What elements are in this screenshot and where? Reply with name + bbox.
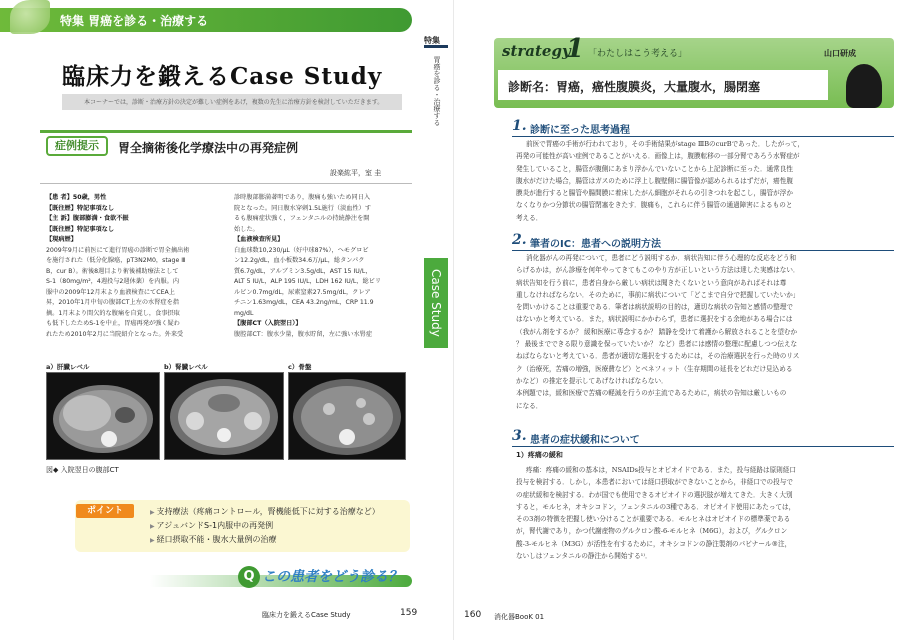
section-title: 診断に至った思考過程 — [530, 125, 630, 136]
footer-title: 消化器BooK 01 — [494, 613, 545, 621]
page-number: 159 — [400, 608, 418, 618]
case-text-line: ルビン0.7mg/dL，尿素窒素27.5mg/dL，クレア — [234, 288, 371, 296]
body-line: 投与を検討する．しかし，本患者においては経口摂取ができないことから，非経口での投与で — [516, 478, 793, 487]
body-line: 考える． — [516, 213, 543, 222]
body-line: その3剤の特徴を把握し使い分けることが重要である．モルヒネはオピオイドの標準薬である — [516, 515, 791, 524]
case-text-line: も低下したためS-1を中止，胃癌再発が強く疑わ — [46, 320, 180, 327]
subsection-title: 1）疼痛の緩和 — [516, 451, 563, 459]
ct-image-liver — [46, 372, 160, 460]
divider — [40, 183, 412, 184]
body-line: 本例題では，緩和医療で苦痛の軽減を行うのが主流であるために，病状の告知は厳しいもの — [516, 389, 787, 398]
body-line: 病状告知を行う前に，患者自身から厳しい病状は聞きたくないという意向があればそれは尊 — [516, 278, 787, 287]
diagnosis: 診断名：胃癌，癌性腹膜炎，大量腹水，腸閉塞 — [508, 80, 761, 94]
case-text-line: S-1（80mg/m²，4週投与2週休薬）を内服。内 — [46, 278, 180, 285]
body-line: 膜炎が進行すると腸管や腸間膜に着床したがん細胞がそれらの引きつれを起こし，腸管が浮か — [516, 189, 793, 198]
case-text-column-1 — [46, 193, 229, 340]
figure-c-label: c）骨盤 — [288, 363, 312, 371]
leaf-decoration — [10, 0, 50, 34]
side-case-study-tab: Case Study — [424, 258, 448, 348]
body-line: 発生していること，腸管が腹側にあまり浮かんでいないことから上記診断に至った．通常良性 — [516, 164, 793, 173]
body-line: なくなりかつ分節状の腸管閉塞をきたす．腹痛も，これらに伴う腸管の通過障害によるものと — [516, 201, 793, 210]
body-line: 腹水がだけた場合，腸管はガスのために浮上し腹壁側に腸管像が認められるはずだが，癌性腹 — [516, 176, 793, 185]
body-line: すると，モルヒネ，オキシコドン，フェンタニルの3種である．オピオイド使用にあたっては， — [516, 502, 796, 511]
section-rule — [512, 250, 894, 251]
header-title: 特集 胃癌を診る・治療する — [60, 14, 209, 28]
case-tag: 症例提示 — [46, 136, 108, 156]
case-text-line: チニン1.63mg/dL，CEA 43.2ng/mL，CRP 11.9 — [234, 299, 374, 306]
case-text-line: 腹腔部CT：腹水少量，腹水貯留，左に強い水腎症 — [234, 330, 373, 338]
body-line: の症状緩和を検討する．わが国でも使用できるオピオイドの選択肢が増えてきた．大きく大別 — [516, 490, 793, 499]
case-text-line: を施行された（低分化腺癌，pT3N2M0，stage Ⅲ — [46, 257, 186, 264]
body-line: 消化器がんの再発について，患者にどう説明するか．病状告知に伴う心理的な反応をどう和 — [526, 254, 797, 262]
point-item: ▶ アジュバンドS-1内服中の再発例 — [150, 520, 273, 531]
figure-caption: 図◆ 入院翌日の腹部CT — [46, 466, 119, 474]
case-text-line: 服中の2009年12月末より血液検査にてCEA上 — [46, 288, 175, 296]
body-line: 再発の可能性が高い症例であることがいえる．画像上は，腹膜転移の一部分腎であろう水腎症が — [516, 152, 800, 161]
case-text-line: 2009年9月に前医にて進行胃癌の診断で胃全摘出術 — [46, 246, 190, 254]
case-text-line: 【腹部CT（入院翌日）】 — [234, 320, 302, 327]
section-rule — [512, 136, 894, 137]
case-text-column-2 — [234, 193, 414, 340]
case-text-line: 診時腹部膨満著明であり，腹痛も強いため同日入 — [234, 194, 371, 201]
question-icon: Q — [238, 566, 260, 588]
point-tag: ポイント — [76, 504, 134, 518]
body-line: ク（治療死，苦痛の増強，医療費など）とベネフィット（生存期間の延長をどれだけ見込める — [516, 364, 793, 373]
section-body — [516, 138, 896, 224]
side-tag-line — [424, 45, 448, 48]
right-page — [454, 0, 907, 640]
strategy-label: strategy — [502, 42, 571, 60]
body-line: 酸-3-モルヒネ（M3G）が活性を有するために，オキシコドンの静注製剤のパビナール®注， — [516, 539, 792, 548]
body-line: （我がん剤をするか？ 緩和医療に専念するか？ 踏静を受けて着護から解放されることを望むか — [516, 327, 798, 336]
case-text-line: ン12.2g/dL，血小板数34.6万/μL，総タンパク — [234, 257, 365, 264]
case-text-line: 【患 者】50歳，男性 — [46, 194, 107, 201]
case-text-line: 【血液検査所見】 — [234, 236, 284, 243]
body-line: を問いかけることは重要である．筆者は病状説明の目的は，適切な病状の告知と感情の整理で — [516, 303, 793, 312]
point-item: ▶ 経口摂取不能・腹水大量例の治療 — [150, 534, 277, 545]
case-text-line: ALT 5 IU/L，ALP 195 IU/L，LDH 162 IU/L，総ビリ — [234, 278, 382, 285]
body-line: かなど）の推定を提示してあげなければならない． — [516, 376, 668, 385]
section-body — [516, 464, 896, 562]
section-number: 1. — [512, 118, 527, 134]
figure-b-label: b）腎臓レベル — [164, 363, 208, 371]
section-rule — [512, 446, 894, 447]
body-line: ねばならないと考えている．患者が適切な選択をするためには，その治療選択を行った時のリス — [516, 352, 800, 361]
body-line: が，腎代謝であり，かつ代謝産物のグルクロン酸-6-モルヒネ（M6G），および，グルクロン — [516, 527, 788, 536]
side-tag: 特集 — [424, 36, 440, 45]
ct-image-pelvis — [288, 372, 406, 460]
case-text-line: 【既往歴】特記事項なし — [46, 204, 115, 212]
case-title: 胃全摘術後化学療法中の再発症例 — [118, 141, 299, 155]
strategy-subtitle: 「わたしはこう考える」 — [588, 49, 688, 59]
case-text-line: 白血球数10,230/μL（好中球87%），ヘモグロビ — [234, 246, 369, 254]
body-line: ？ 最後までできる限り意識を保っていたいか？ など）患者には感情の整理に配慮しつつ伝えな — [516, 340, 798, 349]
footer-title: 臨床力を鍛えるCase Study — [262, 611, 351, 619]
body-line: はないかと考えている．また，病状説明にかかわらず，患者に選択をする余地がある場合には — [516, 315, 793, 324]
case-text-line: mg/dL — [234, 309, 254, 317]
body-line: になる． — [516, 401, 543, 410]
case-text-line: るも腹痛症状強く，フェンタニルの持続静注を開 — [234, 215, 370, 222]
strategy-number: 1 — [566, 34, 585, 64]
case-text-line: 摘。1月末より間欠的な腹痛を自覚し，食事摂取 — [46, 309, 180, 317]
left-page — [0, 0, 453, 640]
figure-a-label: a）肝臓レベル — [46, 363, 90, 371]
section-title: 筆者のIC：患者への説明方法 — [530, 239, 662, 250]
case-text-line: 【現病歴】 — [46, 236, 77, 243]
section-body — [516, 252, 896, 412]
point-item: ▶ 支持療法（疼痛コントロール，腎機能低下に対する治療など） — [150, 506, 380, 517]
section-number: 3. — [512, 428, 527, 444]
banner-text: この患者をどう診る？ — [262, 569, 402, 585]
case-text-line: 【主 訴】腹部膨満・食欲不振 — [46, 215, 129, 222]
section-number: 2. — [512, 232, 527, 248]
author: 山口研成 — [824, 49, 856, 58]
case-text-line: 【既往歴】特記事項なし — [46, 225, 115, 233]
body-line: 重しなければならない．そのために，事前に病状について「どこまで自分で把握していたいか」 — [516, 290, 800, 299]
body-line: 疼痛：疼痛の緩和の基本は，NSAIDs投与とオピオイドである．また，投与経路は原則経口 — [526, 466, 796, 474]
case-text-line: 始した。 — [234, 225, 259, 233]
section-title: 患者の症状緩和について — [530, 435, 640, 446]
case-text-line: れたため2010年2月に当院紹介となった。外来受 — [46, 330, 184, 338]
ct-image-kidney — [164, 372, 284, 460]
side-section-title: 胃癌を診る・治療する — [433, 56, 441, 126]
case-authors: 設楽紘平，室 圭 — [330, 169, 382, 177]
page-title: 臨床力を鍛えるCase Study — [62, 63, 383, 90]
case-text-line: 院となった。同日腹水穿刺1.5L施行（淡血性）す — [234, 204, 372, 212]
case-text-line: 昇，2010年1月中旬の腹部CT上左の水腎症を指 — [46, 299, 179, 306]
body-line: ないしはフェンタニルの静注から開始する¹⁾． — [516, 552, 652, 561]
case-text-line: 質6.7g/dL，アルブミン3.5g/dL，AST 15 IU/L， — [234, 267, 372, 275]
intro-text: 本コーナーでは，診断・治療方針の決定が難しい症例をあげ，複数の先生に治療方針を検討していただきます。 — [84, 99, 384, 106]
body-line: らげるかは，がん診療を何年やってきてもこのやり方が正しいという方法は達した実感はない． — [516, 266, 800, 275]
author-silhouette — [846, 64, 882, 108]
case-text-line: B，cur B）。術後8週目より術後補助療法として — [46, 267, 179, 275]
page-number: 160 — [464, 610, 482, 620]
body-line: 前医で胃癌の手術が行われており，その手術結果がstage ⅢBのcurBであった．したがって， — [526, 140, 804, 148]
